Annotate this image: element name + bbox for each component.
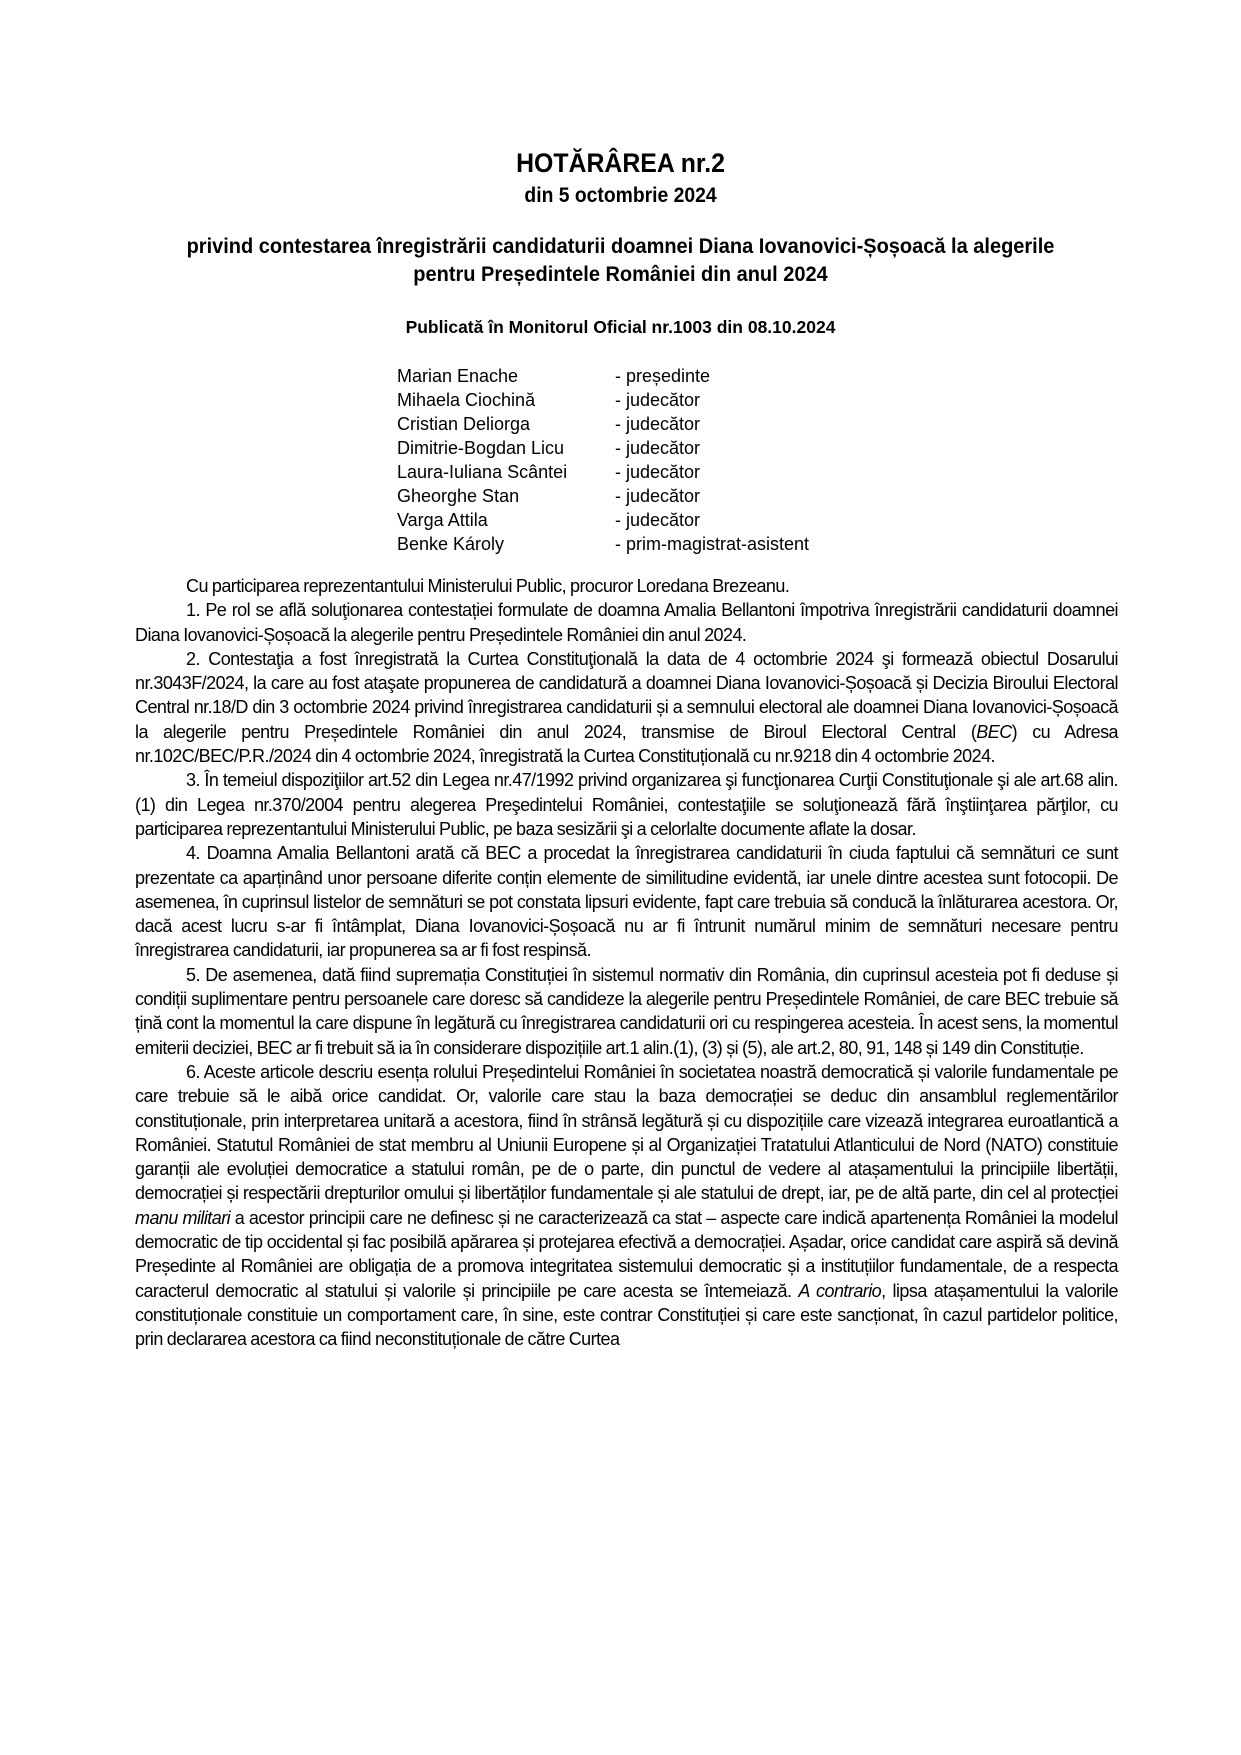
paragraph-4: 4. Doamna Amalia Bellantoni arată că BEC a procedat la înregistrarea candidaturii în ciuda faptului că semnături ce sunt prezentate ca aparținând unor persoane diferite conțin elemente de similitudine evidentă, iar unele dintre acestea sunt fotocopii. De asemenea, în cuprinsul listelor de semnături se pot constata lipsuri evidente, fapt care trebuia să conducă la înlăturarea acestora. Or, dacă acest lucru s-ar fi întâmplat, Diana Iovanovici-Șoșoacă nu ar fi întrunit numărul minim de semnături necesare pentru înregistrarea candidaturii, iar propunerea sa ar fi fost respinsă. — [135, 843, 1118, 961]
paragraph-6-text-a: 6. Aceste articole descriu esența rolului Președintelui României în societatea noastră democratică și valorile fundamentale pe care trebuie să le aibă orice candidat. Or, valorile care stau la baza democrației se deduc din ansamblul reglementărilor constituționale, prin interpretarea unitară a acestora, fiind în strânsă legătură și cu dispozițiile care vizează integrarea euroatlantică a României. Statutul României de stat membru al Uniunii Europene și al Organizației Tratatului Atlanticului de Nord (NATO) constituie garanții ale evoluției democratice a statului român, pe de o parte, din punctul de vedere al atașamentului la principiile libertății, democrației și respectării drepturilor omului și libertăților fundamentale și ale statului de drept, iar, pe de altă parte, din cel al protecției — [135, 1061, 1118, 1204]
paragraph-1: 1. Pe rol se află soluţionarea contestației formulate de doamna Amalia Bellantoni împotriva înregistrării candidaturii doamnei Diana Iovanovici-Șoșoacă la alegerile pentru Președintele României din anul 2024. — [135, 600, 1118, 645]
paragraph-2-italic: BEC — [976, 721, 1012, 742]
decision-body — [135, 574, 1118, 1352]
member-role: - președinte — [615, 366, 711, 386]
member-name: Mihaela Ciochină — [397, 390, 536, 410]
paragraph-2-text-b: ) cu Adresa nr.102C/BEC/P.R./2024 din 4 octombrie 2024, înregistrată la Curtea Constituțională cu nr.9218 din 4 octombrie 2024. — [135, 721, 1118, 767]
panel-member — [397, 388, 809, 412]
member-name: Benke Károly — [397, 534, 505, 554]
decision-title: HOTĂRÂREA nr.2 — [516, 148, 725, 178]
publication-note: Publicată în Monitorul Oficial nr.1003 din 08.10.2024 — [405, 317, 836, 337]
member-name: Dimitrie-Bogdan Licu — [397, 438, 565, 458]
member-role: - judecător — [615, 438, 701, 458]
member-name: Varga Attila — [397, 510, 488, 530]
member-role: - judecător — [615, 414, 701, 434]
panel-member — [397, 532, 809, 556]
decision-subject: privind contestarea înregistrării candidaturii doamnei Diana Iovanovici-Șoșoacă la alegerile pentru Președintele României din anul 2024 — [186, 234, 1055, 286]
member-role: - judecător — [615, 510, 701, 530]
court-panel — [397, 364, 809, 556]
paragraph-participation: Cu participarea reprezentantului Ministerului Public, procuror Loredana Brezeanu. — [186, 576, 790, 596]
member-name: Gheorghe Stan — [397, 486, 520, 506]
panel-member — [397, 508, 809, 532]
paragraph-2 — [135, 647, 1118, 768]
member-role: - judecător — [615, 390, 701, 410]
member-role: - judecător — [615, 486, 701, 506]
panel-member — [397, 436, 809, 460]
paragraph-2-text-a: 2. Contestaţia a fost înregistrată la Curtea Constituţională la data de 4 octombrie 2024 şi formează obiectul Dosarului nr.3043F/2024, la care au fost ataşate propunerea de candidatură a doamnei Diana Iovanovici-Șoșoacă și Decizia Biroului Electoral Central nr.18/D din 3 octombrie 2024 privind înregistrarea candidaturii și a semnului electoral ale doamnei Diana Iovanovici-Șoșoacă la alegerile pentru Președintele României din anul 2024, transmise de Biroul Electoral Central ( — [135, 648, 1118, 742]
paragraph-6-italic-manu-militari: manu militari — [135, 1207, 231, 1228]
member-name: Laura-Iuliana Scântei — [397, 462, 568, 482]
panel-member — [397, 364, 809, 388]
member-name: Marian Enache — [397, 366, 519, 386]
member-role: - prim-magistrat-asistent — [615, 534, 810, 554]
paragraph-5: 5. De asemenea, dată fiind supremația Constituției în sistemul normativ din România, din cuprinsul acesteia pot fi deduse și condiții suplimentare pentru persoanele care doresc să candideze la alegerile pentru Președintele României, de care BEC trebuie să țină cont la momentul la care dispune în legătură cu înregistrarea candidaturii ori cu respingerea acesteia. În acest sens, la momentul emiterii deciziei, BEC ar fi trebuit să ia în considerare dispozițiile art.1 alin.(1), (3) și (5), ale art.2, 80, 91, 148 și 149 din Constituție. — [135, 964, 1118, 1058]
member-name: Cristian Deliorga — [397, 414, 531, 434]
panel-member — [397, 460, 809, 484]
paragraph-6-text-b: a acestor principii care ne definesc și ne caracterizează ca stat – aspecte care indică apartenența României la modelul democratic de tip occidental și fac posibilă apărarea și protejarea efectivă a democrației. Așadar, orice candidat care aspiră să devină Președinte al României are obligația de a promova integritatea sistemului democratic și a instituțiilor fundamentale, de a respecta caracterul democratic al statului și valorile și principiile pe care acesta se întemeiază. — [135, 1207, 1118, 1301]
paragraph-3: 3. În temeiul dispoziţiilor art.52 din Legea nr.47/1992 privind organizarea şi funcţionarea Curţii Constituţionale şi ale art.68 alin.(1) din Legea nr.370/2004 pentru alegerea Preşedintelui României, contestaţiile se soluţionează fără înştiinţarea părţilor, cu participarea reprezentantului Ministerului Public, pe baza sesizării şi a celorlalte documente aflate la dosar. — [135, 770, 1118, 839]
member-role: - judecător — [615, 462, 701, 482]
paragraph-6 — [135, 1060, 1118, 1352]
panel-member — [397, 412, 809, 436]
decision-date: din 5 octombrie 2024 — [524, 184, 717, 207]
paragraph-6-italic-a-contrario: A contrario — [798, 1280, 882, 1301]
paragraph-6-text-c: , lipsa atașamentului la valorile constituționale constituie un comportament care, în sine, este contrar Constituției și care este sancționat, în cazul partidelor politice, prin declararea acestora ca fiind neconstituționale de către Curtea — [135, 1280, 1118, 1350]
panel-member — [397, 484, 809, 508]
